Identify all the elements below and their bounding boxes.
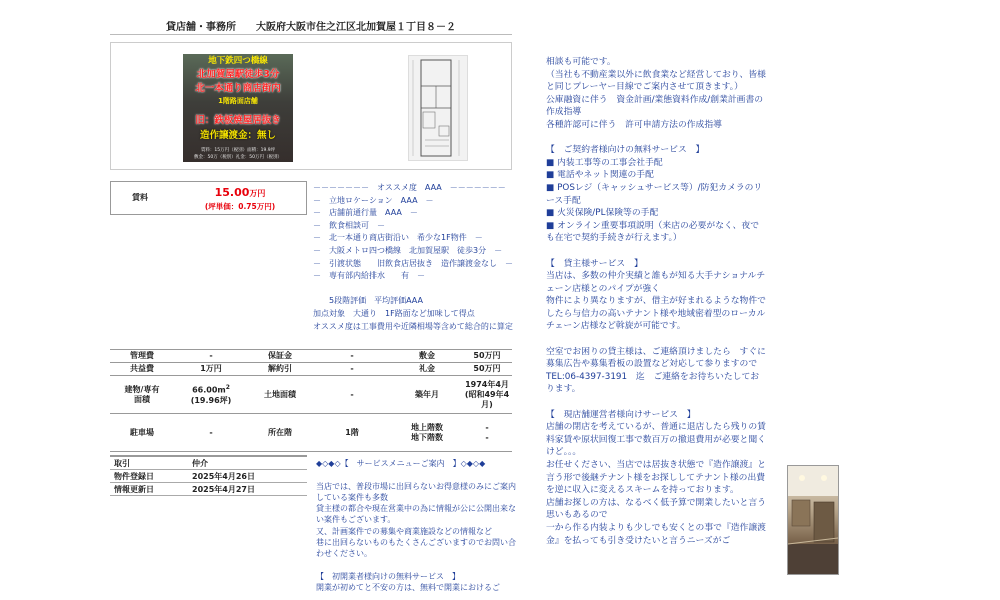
page-title: 貸店舗・事務所 大阪府大阪市住之江区北加賀屋１丁目８－２ (166, 22, 456, 33)
floor-plan-image[interactable] (408, 55, 468, 161)
floor-plan-drawing (409, 56, 467, 160)
rent-per-tsubo: (坪単価：0.75万円) (204, 202, 276, 211)
service-menu-text: ◆◇◆◇【 サービスメニューご案内 】◇◆◇◆ 当店では、普段市場に出回らないお得意様のみにご案内している案件も多数 貸主様の都合や現在営業中の為に情報が公に公開出来ない案件もございます。 又、計画案件での募集や商業施設などの情報など 巷に出回らないものもたくさんございますのでお問い合わせください。 【 初開業者様向けの無料サービス 】 開業が初めてと不安の方は、無料で開業におけるご (316, 459, 516, 593)
service-description: 相談も可能です。 （当社も不動産業以外に飲食業など経営しており、皆様と同じプレーヤー目線でご案内させて頂きます。） 公庫融資に伴う 資金計画/業態資料作成/創業計画書の作成指導 各種許認可に伴う 許可申請方法の作成指導 【 ご契約者様向けの無料サービス 】 ■ 内装工事等の工事会社手配 ■ 電話やネット関連の手配 ■ POSレジ（キャッシュサービス等）/防犯カメラのリース手配 ■ 火災保険/PL保険等の手配 ■ オンライン重要事項説明（来店の必要がなく、夜でも在宅で契約手続きが行えます。） 【 貸主様サービス 】 当店は、多数の仲介実績と誰もが知る大手ナショナルチェーン店様とのパイプが強く 物件により異なりますが、借主が好まれるような物件でしたら与信力の高いテナント様や地域密着型のローカルチェーン店様など斡旋が可能です。 空室でお困りの貸主様は、ご連絡頂けましたら すぐに募集広告や募集看板の設置など対応して参りますので TEL:06-4397-3191 迄 ご連絡をお待ちいたしております。 【 現店舗運営者様向けサービス 】 店舗の閉店を考えているが、普通に退店したら残りの賃料家賃や原状回復工事で数百万の撤退費用が必要と聞くけど。。。 お任せください、当店では居抜き状態で『造作譲渡』と言う形で後継テナント様をお探ししてテナント様の出費を逆に収入に変えるスキームを持っております。 店舗お探しの方は、なるべく低予算で開業したいと言う思いもあるので 一から作る内装よりも少しでも安くとの事で『造作譲渡金』を払っても引き受けたいと言うニーズがご (546, 57, 766, 546)
hoshokin-value: - (312, 350, 392, 363)
table-row (110, 457, 307, 470)
kyoekihi-value: 1万円 (174, 363, 248, 376)
floors-value (462, 414, 512, 452)
land-label: 土地面積 (248, 376, 312, 414)
kanrihi-value: - (174, 350, 248, 363)
rent-label: 賃料 (132, 193, 148, 202)
promo-line-former: 旧：鉄板焼屋居抜き (195, 115, 281, 126)
parking-value: - (174, 414, 248, 452)
below-label: 地下階数 (411, 432, 443, 442)
promo-small-rent: 賃料：15万円（税別）面積：19.9坪 (200, 148, 276, 153)
header-divider (110, 34, 512, 35)
promo-line-station: 地下鉄四つ橋線 (208, 56, 268, 66)
info-label: 取引 (110, 457, 188, 470)
rent-number: 15.00 (214, 186, 250, 199)
above-value: - (485, 422, 489, 432)
interior-photo[interactable] (787, 465, 839, 575)
info-value: 2025年4月26日 (188, 470, 307, 483)
reikin-value: 50万円 (462, 363, 512, 376)
promo-line-street: 北一本通り商店街内 (195, 83, 281, 94)
below-value: - (485, 432, 489, 442)
built-era: (昭和49年4月) (464, 389, 510, 409)
rent-value (185, 186, 295, 199)
reikin-label: 礼金 (392, 363, 462, 376)
kanrihi-label: 管理費 (110, 350, 174, 363)
table-row (110, 470, 307, 483)
floor-label: 所在階 (248, 414, 312, 452)
promo-small-deposit: 敷金：50万（税別）礼金：50万円（税別） (194, 155, 282, 160)
promo-line-transfer: 造作譲渡金：無し (199, 130, 276, 141)
property-photo[interactable] (183, 54, 293, 162)
parking-label: 駐車場 (110, 414, 174, 452)
info-table (110, 457, 307, 496)
promo-line-floor: 1階路面店舗 (218, 97, 258, 105)
area-sup: 2 (225, 384, 230, 392)
info-label: 情報更新日 (110, 483, 188, 496)
rent-unit: 万円 (249, 189, 266, 198)
hoshokin-label: 保証金 (248, 350, 312, 363)
shikikin-label: 敷金 (392, 350, 462, 363)
area-tsubo: (19.96坪) (190, 395, 232, 405)
built-label: 築年月 (392, 376, 462, 414)
interior-photo-drawing (788, 466, 838, 574)
floors-label (392, 414, 462, 452)
info-value: 2025年4月27日 (188, 483, 307, 496)
area-m2: 66.00m (192, 385, 226, 395)
area-label-1: 建物/専有 (124, 384, 160, 394)
floor-value: 1階 (312, 414, 392, 452)
recommendation-text: －－－－－－－ オススメ度 AAA －－－－－－－ － 立地ロケーション AAA － － 店舗前通行量 AAA － － 飲食相談可 － － 北一本通り商店街沿い 希少な1F物件 － － 大阪メトロ四つ橋線 北加賀屋駅 徒歩3分 － － 引渡状態 旧飲食店居抜き 造作譲渡金なし － － 専有部内給排水 有 － 5段階評価 平均評価AAA 加点対象 大通り 1F路面など加味して得点 オススメ度は工事費用や近隣相場等含めて総合的に算定 (313, 183, 513, 331)
area-value (174, 376, 248, 414)
kyakubiki-label: 解約引 (248, 363, 312, 376)
land-value: - (312, 376, 392, 414)
info-value: 仲介 (188, 457, 307, 470)
info-label: 物件登録日 (110, 470, 188, 483)
kyoekihi-label: 共益費 (110, 363, 174, 376)
built-year: 1974年4月 (465, 379, 509, 389)
spec-table (110, 349, 512, 452)
area-label-2: 面積 (134, 394, 150, 404)
shikikin-value: 50万円 (462, 350, 512, 363)
built-value (462, 376, 512, 414)
table-row (110, 483, 307, 496)
above-label: 地上階数 (411, 422, 443, 432)
kyakubiki-value: - (312, 363, 392, 376)
promo-line-walk: 北加賀屋駅徒歩3分 (196, 69, 280, 80)
area-label (110, 376, 174, 414)
